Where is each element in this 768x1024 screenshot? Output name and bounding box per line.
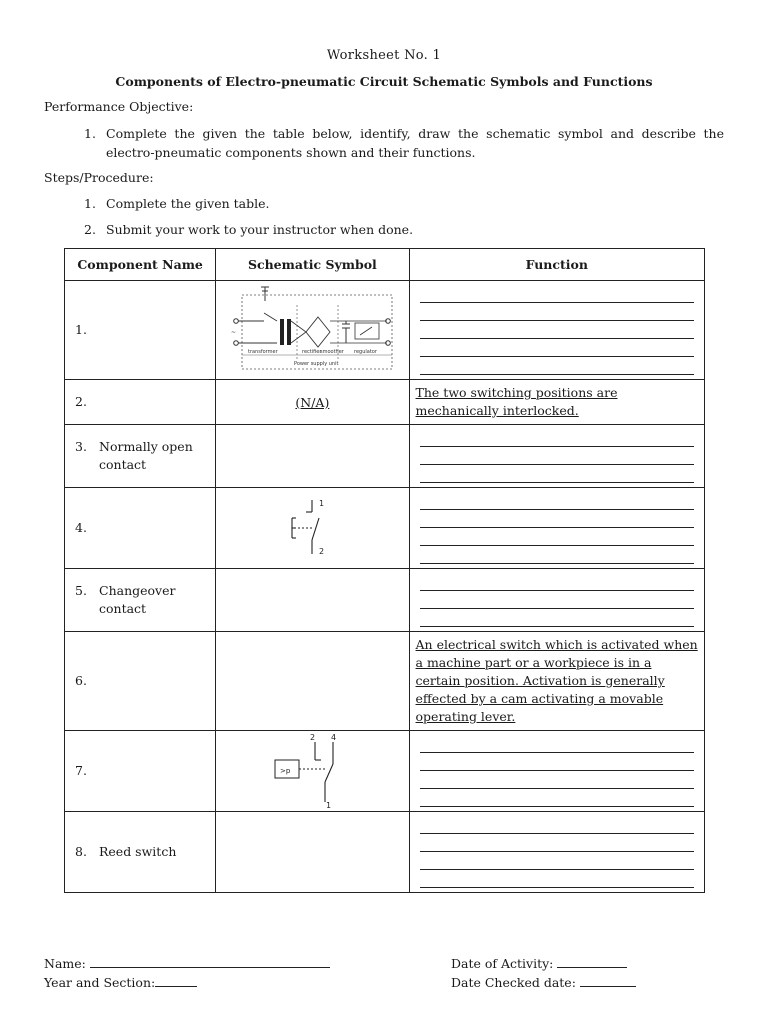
function-cell — [409, 812, 704, 893]
function-text: The two switching positions are mechanically interlocked. — [415, 385, 618, 418]
function-cell — [409, 380, 704, 425]
terminal-label: 2 — [319, 546, 325, 556]
answer-line[interactable] — [420, 465, 694, 483]
row-number: 2. — [75, 394, 87, 409]
answer-line[interactable] — [420, 735, 694, 753]
year-section-label: Year and Section: — [44, 975, 156, 990]
function-cell — [409, 425, 704, 488]
schematic-symbol-cell[interactable] — [216, 812, 409, 893]
schematic-symbol-cell — [216, 731, 409, 812]
table-row — [65, 488, 705, 569]
function-cell — [409, 731, 704, 812]
answer-line[interactable] — [420, 789, 694, 807]
function-cell — [409, 281, 704, 380]
component-name: Reed switch — [99, 844, 177, 859]
answer-line[interactable] — [420, 492, 694, 510]
table-row — [65, 812, 705, 893]
answer-line[interactable] — [420, 285, 694, 303]
step-number: 1. — [84, 196, 96, 211]
component-name-cell — [65, 731, 216, 812]
rectifier-label: rectifier — [302, 348, 322, 355]
smoother-label: smoother — [320, 348, 345, 355]
objective-item-text: Complete the given the table below, identify, draw the schematic symbol and describe the electro-pneumatic components shown and their functions. — [106, 126, 724, 160]
step-text: Submit your work to your instructor when done. — [106, 222, 414, 237]
components-table — [64, 248, 705, 893]
table-row — [65, 731, 705, 812]
regulator-label: regulator — [354, 348, 378, 355]
date-checked-input-line[interactable] — [580, 974, 636, 987]
row-number: 6. — [75, 673, 87, 688]
component-name: Normally open contact — [99, 439, 193, 472]
component-name-cell — [65, 632, 216, 731]
component-name-cell — [65, 488, 216, 569]
transformer-label: transformer — [248, 348, 279, 355]
date-of-activity-input-line[interactable] — [557, 955, 627, 968]
terminal-label: 1 — [326, 800, 332, 808]
step-item — [84, 222, 413, 237]
name-field — [44, 955, 330, 971]
schematic-symbol-cell — [216, 380, 409, 425]
objective-heading: Performance Objective: — [44, 99, 194, 114]
row-number: 1. — [75, 322, 87, 337]
answer-line[interactable] — [420, 870, 694, 888]
answer-line[interactable] — [420, 429, 694, 447]
answer-line[interactable] — [420, 321, 694, 339]
svg-text:~: ~ — [231, 328, 237, 336]
table-header-row — [65, 249, 705, 281]
answer-line[interactable] — [420, 303, 694, 321]
table-row — [65, 632, 705, 731]
date-of-activity-label: Date of Activity: — [451, 956, 554, 971]
answer-line[interactable] — [420, 834, 694, 852]
worksheet-title: Worksheet No. 1 — [326, 48, 442, 63]
answer-line[interactable] — [420, 816, 694, 834]
row-number: 3. — [75, 439, 87, 454]
power-supply-unit-symbol — [222, 283, 402, 375]
year-section-field — [44, 974, 197, 990]
steps-heading: Steps/Procedure: — [44, 170, 154, 185]
answer-line[interactable] — [420, 546, 694, 564]
answer-line[interactable] — [420, 852, 694, 870]
component-name-cell — [65, 281, 216, 380]
schematic-symbol-cell[interactable] — [216, 425, 409, 488]
date-checked-field — [451, 974, 636, 990]
answer-line[interactable] — [420, 510, 694, 528]
symbol-na-text: (N/A) — [295, 394, 330, 410]
step-number: 2. — [84, 222, 96, 237]
table-row — [65, 380, 705, 425]
table-row — [65, 281, 705, 380]
component-name-cell — [65, 812, 216, 893]
step-text: Complete the given table. — [106, 196, 270, 211]
row-number: 5. — [75, 583, 87, 598]
header-component-name: Component Name — [65, 249, 216, 281]
terminal-label: 1 — [319, 498, 325, 508]
worksheet-subtitle: Components of Electro-pneumatic Circuit Schematic Symbols and Functions — [115, 74, 653, 89]
component-name-cell — [65, 425, 216, 488]
row-number: 7. — [75, 763, 87, 778]
table-row — [65, 425, 705, 488]
schematic-symbol-cell — [216, 488, 409, 569]
pressure-box-label: >p — [280, 766, 291, 775]
answer-line[interactable] — [420, 753, 694, 771]
schematic-symbol-cell[interactable] — [216, 632, 409, 731]
terminal-label: 2 — [310, 732, 316, 742]
header-schematic-symbol: Schematic Symbol — [216, 249, 409, 281]
step-item — [84, 196, 270, 211]
function-cell — [409, 632, 704, 731]
name-input-line[interactable] — [90, 955, 330, 968]
component-name-cell — [65, 380, 216, 425]
component-name-cell — [65, 569, 216, 632]
year-section-input-line[interactable] — [155, 974, 197, 987]
objective-item-number: 1. — [84, 126, 96, 141]
name-label: Name: — [44, 956, 86, 971]
row-number: 4. — [75, 520, 87, 535]
answer-line[interactable] — [420, 357, 694, 375]
function-text: An electrical switch which is activated when a machine part or a workpiece is in a certain position. Activation is generally effected by a cam activating a movable operating lever. — [415, 637, 698, 724]
date-checked-label: Date Checked date: — [451, 975, 576, 990]
schematic-symbol-cell[interactable] — [216, 569, 409, 632]
answer-line[interactable] — [420, 339, 694, 357]
terminal-label: 4 — [331, 732, 337, 742]
answer-line[interactable] — [420, 591, 694, 609]
function-cell — [409, 488, 704, 569]
table-row — [65, 569, 705, 632]
pressure-switch-symbol — [267, 732, 357, 808]
schematic-symbol-cell — [216, 281, 409, 380]
row-number: 8. — [75, 844, 87, 859]
answer-line[interactable] — [420, 771, 694, 789]
function-cell — [409, 569, 704, 632]
component-name: Changeover contact — [99, 583, 176, 616]
answer-line[interactable] — [420, 573, 694, 591]
objective-item — [84, 124, 724, 162]
header-function: Function — [409, 249, 704, 281]
power-supply-unit-label: Power supply unit — [294, 360, 339, 367]
answer-line[interactable] — [420, 447, 694, 465]
date-of-activity-field — [451, 955, 627, 971]
answer-line[interactable] — [420, 528, 694, 546]
answer-line[interactable] — [420, 609, 694, 627]
pushbutton-contact-symbol — [282, 494, 342, 560]
